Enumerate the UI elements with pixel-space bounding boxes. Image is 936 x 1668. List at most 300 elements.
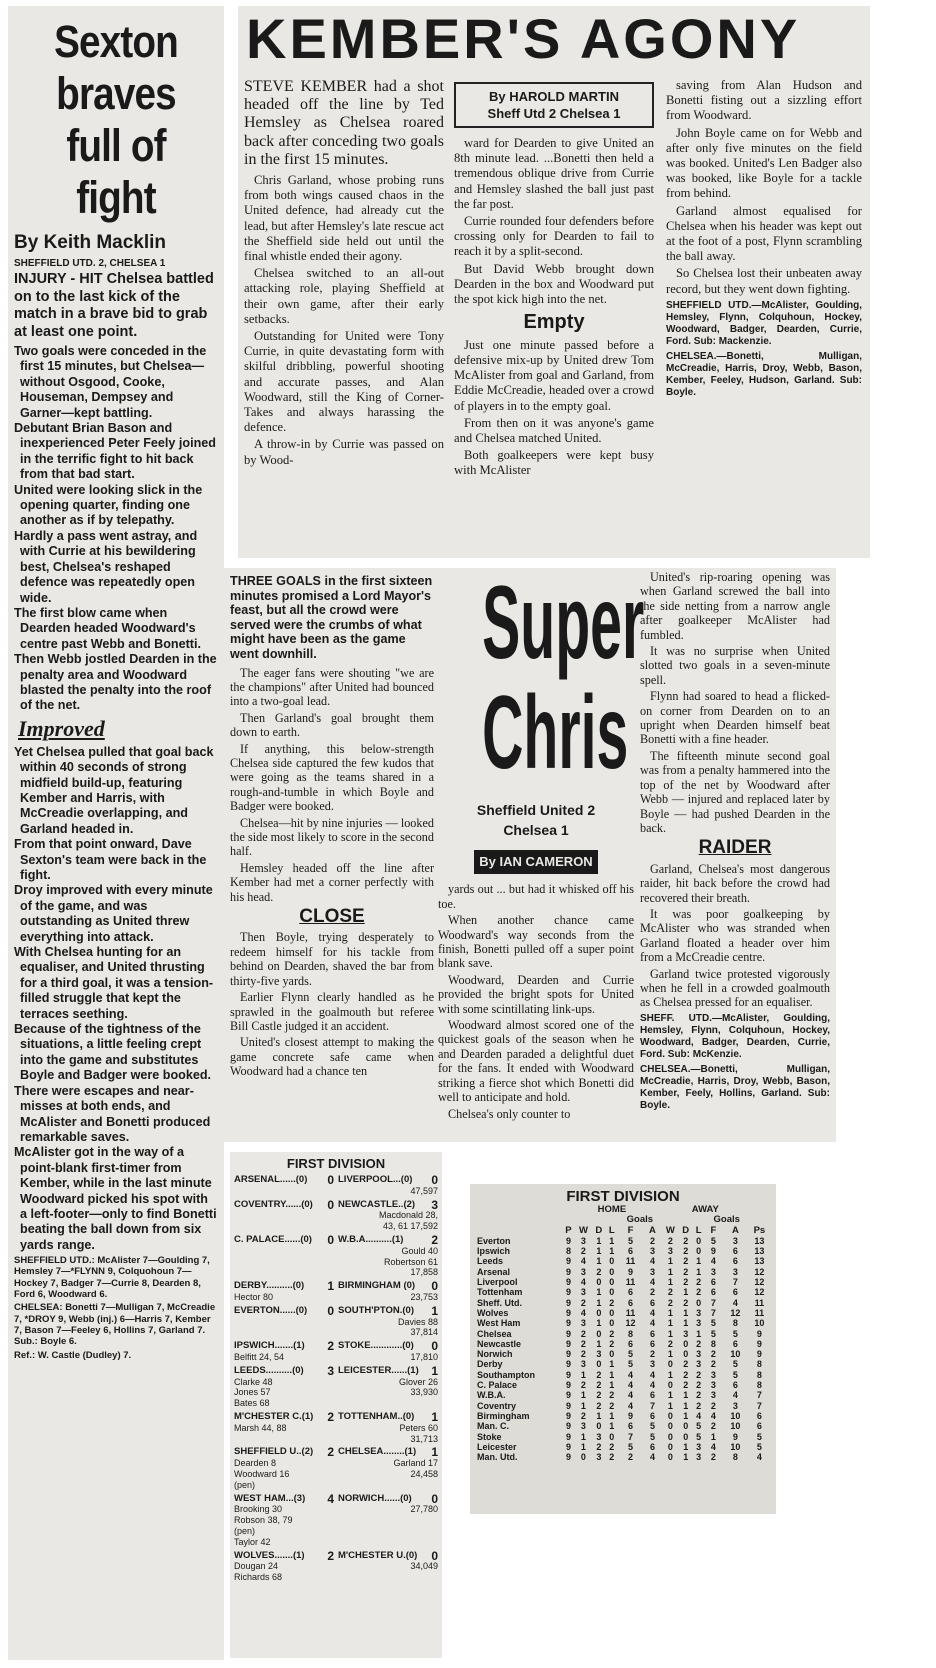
table-cell: 7 [756,1400,762,1411]
paragraph: If anything, this below-strength Chelsea side captured the few kudos that were going as the teams shared in a rough-and-tumble in which Boyle and Badger were booked. [230,741,434,814]
paragraph: The eager fans were shouting "we are the champions" after United had bounced into a two-goal lead. [230,665,434,709]
away-side [336,1409,438,1444]
away-goals: 0 [431,1173,438,1187]
table-cell: 4 [732,1297,738,1308]
home-team-name: WOLVES.......(1) [234,1549,305,1561]
table-cell: 1 [596,1256,602,1267]
match-result [234,1363,438,1409]
clipping-sexton-braves [8,6,224,1660]
away-side [336,1175,438,1197]
paragraph: Garland twice protested vigorously when he fell in a crowded goalmouth as Chelsea pressed for an equaliser. [640,966,830,1010]
table-cell: 6 [649,1390,655,1401]
table-row [476,1401,770,1411]
table-cell: 1 [580,1390,586,1401]
table-cell: 11 [625,1307,636,1318]
away-team-name: NEWCASTLE..(2) [338,1198,416,1210]
table-cell: 1 [683,1390,689,1401]
table-cell: 1 [683,1287,689,1298]
table-cell: 3 [696,1307,702,1318]
subheading-close: CLOSE [299,906,365,928]
paragraph: There were escapes and near-misses at both ends, and McAlister and Bonetti produced remarkable saves. [14,1083,211,1144]
table-cell: 4 [580,1277,586,1288]
table-cell: 4 [627,1380,633,1391]
home-team-name: IPSWICH.......(1) [234,1340,305,1352]
byline-box: By IAN CAMERON [474,850,598,874]
table-cell: 1 [667,1307,673,1318]
paragraph: It was poor goalkeeping by McAlister who was stranded when Garland floated a header over him from a McCreadie centre. [640,906,830,965]
away-scorer: Macdonald 28, [378,1210,438,1221]
paragraph: Flynn had soared to head a flicked-on corner from Dearden on to an upright when Dearden himself beat Bonetti with a fine header. [640,689,830,747]
table-cell: 7 [710,1297,716,1308]
team-line-sheffield: SHEFFIELD UTD.—McAlister, Goulding, Hemsley, Flynn, Colquhoun, Hockey, Woodward, Badger, Dearden, Currie, Ford. Sub: Mackenzie. [666,299,862,347]
table-cell: 4 [732,1390,738,1401]
team-name: Birmingham [477,1410,530,1421]
home-team [234,1232,334,1247]
paragraph: From that point onward, Dave Sexton's team were back in the fight. [14,837,207,882]
table-cell: 2 [649,1349,655,1360]
home-scorer: Taylor 42 [234,1536,271,1547]
subheading: Improved [18,715,105,741]
table-row [476,1421,770,1431]
table-row [476,1411,770,1421]
away-side [336,1281,438,1303]
column-1 [230,574,434,1081]
table-cell: 1 [580,1431,586,1442]
lead-paragraph: STEVE KEMBER had a shot headed off the line by Ted Hemsley as Chelsea roared back after conceding two goals in the first 15 minutes. [244,78,444,168]
table-cell: 6 [732,1256,738,1267]
away-goals: 1 [431,1409,438,1424]
table-cell: 8 [756,1369,762,1380]
home-side [234,1303,336,1338]
home-goals: 2 [327,1339,334,1354]
table-cell: 10 [730,1421,741,1432]
away-goals: 1 [431,1445,438,1460]
home-goals: 2 [327,1548,334,1563]
table-cell: 0 [696,1235,702,1246]
team-name: Wolves [477,1307,509,1318]
home-scorer: Hector 80 [234,1291,274,1302]
table-cell: 4 [649,1369,655,1380]
paragraph: Debutant Brian Bason and inexperienced Peter Feely joined in the terrific fight to hit back from that bad start. [14,421,216,482]
goals-label-away: Goals [713,1214,740,1226]
table-cell: 9 [565,1256,571,1267]
team-name: Norwich [477,1349,513,1360]
home-side [234,1548,336,1583]
table-cell: 5 [732,1369,738,1380]
away-team [338,1363,438,1378]
paragraph: Woodward almost scored one of the quickest goals of the season when he and Dearden paraded a delightful duet for the fans. It ended with Woodward striking a fierce shot which Bonetti did well to anticipate and hold. [438,1018,634,1105]
table-cell: 9 [565,1452,571,1463]
paragraph: United were looking slick in the opening quarter, finding one another as if by telepathy. [14,482,203,528]
table-cell: 6 [649,1297,655,1308]
dateline: SHEFFIELD UTD. 2, CHELSEA 1 [14,258,166,269]
table-cell: 2 [696,1338,702,1349]
table-cell: 4 [580,1307,586,1318]
table-title: FIRST DIVISION [566,1188,680,1205]
table-cell: 0 [596,1277,602,1288]
table-cell: 5 [756,1431,762,1442]
table-cell: 9 [565,1266,571,1277]
table-cell: 1 [683,1318,689,1329]
paragraph: Hemsley headed off the line after Kember had met a corner perfectly with his head. [230,860,434,904]
table-cell: 0 [596,1359,602,1370]
table-cell: 7 [710,1307,716,1318]
home-goals: 0 [327,1232,334,1247]
table-cell: 13 [754,1256,765,1267]
column-3 [666,78,862,402]
table-cell: 1 [667,1318,673,1329]
away-team-name: STOKE............(0) [338,1340,414,1352]
team-name: Everton [477,1235,511,1246]
table-cell: 3 [580,1266,586,1277]
table-cell: 2 [609,1390,615,1401]
table-cell: 6 [627,1338,633,1349]
table-cell: 9 [565,1307,571,1318]
column-2 [454,82,654,481]
table-cell: 9 [565,1369,571,1380]
table-cell: 7 [649,1400,655,1411]
paragraph: Chris Garland, whose probing runs from both wings caused chaos in the United defence, had already cut the lead, but after Hemsley's late rescue act the Sheffield side held out until the final whistle ended their agony. [244,173,444,264]
table-cell: 2 [683,1235,689,1246]
table-cell: 2 [580,1349,586,1360]
column-header: A [731,1224,739,1236]
team-line-chelsea: CHELSEA.—Bonetti, Mulligan, McCreadie, Harris, Droy, Webb, Bason, Kember, Feely, Hollins, Garland. Sub: Boyle. [640,1063,830,1111]
table-cell: 3 [696,1441,702,1452]
table-cell: 3 [696,1359,702,1370]
table-cell: 2 [627,1452,633,1463]
table-cell: 1 [696,1328,702,1339]
table-row [476,1246,770,1256]
headline: KEMBER'S AGONY [246,7,801,70]
home-side [234,1232,336,1278]
table-column-headers [476,1226,770,1236]
table-cell: 9 [565,1235,571,1246]
table-cell: 0 [609,1349,615,1360]
paragraph: yards out ... but had it whisked off his toe. [438,882,634,911]
table-cell: 7 [756,1390,762,1401]
table-cell: 0 [667,1421,673,1432]
table-cell: 2 [710,1359,716,1370]
table-cell: 3 [710,1390,716,1401]
away-scorer: 27,780 [410,1504,438,1515]
paragraph: saving from Alan Hudson and Bonetti fisting out a sizzling effort from Woodward. [666,78,862,123]
away-label: AWAY [691,1204,719,1215]
table-cell: 1 [667,1400,673,1411]
table-cell: 3 [683,1328,689,1339]
home-scorer: Belfitt 24, 54 [234,1351,285,1362]
home-side [234,1197,336,1232]
table-cell: 0 [609,1287,615,1298]
table-cell: 2 [580,1338,586,1349]
paragraph: Droy improved with every minute of the game, and was outstanding as United threw everything into attack. [14,883,213,944]
table-cell: 1 [596,1318,602,1329]
home-team [234,1363,334,1378]
table-cell: 2 [683,1359,689,1370]
home-goals: 2 [327,1445,334,1460]
table-cell: 6 [732,1380,738,1391]
table-cell: 9 [565,1380,571,1391]
table-cell: 6 [649,1410,655,1421]
table-cell: 2 [667,1338,673,1349]
away-side [336,1548,438,1583]
team-name: Coventry [477,1400,517,1411]
team-name: Southampton [477,1369,535,1380]
table-cell: 10 [754,1318,765,1329]
away-team [338,1491,438,1506]
column-1 [244,78,444,470]
home-scorer: Dougan 24 [234,1561,279,1572]
table-cell: 3 [649,1246,655,1257]
table-cell: 5 [732,1328,738,1339]
table-row [476,1390,770,1400]
table-cell: 6 [627,1246,633,1257]
table-cell: 8 [732,1452,738,1463]
table-cell: 2 [580,1246,586,1257]
home-scorer: (pen) [234,1479,256,1490]
table-cell: 2 [696,1380,702,1391]
table-row [476,1256,770,1266]
table-cell: 2 [696,1390,702,1401]
table-cell: 9 [565,1338,571,1349]
home-side [234,1281,336,1303]
home-team-name: SHEFFIELD U..(2) [234,1446,314,1458]
away-scorer: 33,930 [410,1387,438,1398]
table-cell: 6 [732,1246,738,1257]
column-header: W [578,1224,588,1236]
table-row [476,1318,770,1328]
away-goals: 3 [431,1197,438,1212]
table-cell: 0 [696,1246,702,1257]
home-side [234,1341,336,1363]
byline: By Keith Macklin [14,232,167,253]
table-cell: 6 [732,1287,738,1298]
home-side [234,1409,336,1444]
paragraph: Earlier Flynn clearly handled as he sprawled in the goalmouth but referee Bill Castle judged it an accident. [230,990,434,1033]
away-goals: 1 [431,1303,438,1318]
paragraph: Chelsea switched to an all-out attacking role, playing Sheffield at their own game, after their early setbacks. [244,266,444,326]
table-cell: 3 [667,1246,673,1257]
table-cell: 4 [649,1277,655,1288]
home-scorer: Dearden 8 [234,1458,277,1469]
table-cell: 3 [649,1359,655,1370]
table-cell: 1 [580,1441,586,1452]
match-result [234,1281,438,1303]
table-cell: 1 [667,1349,673,1360]
table-cell: 9 [565,1297,571,1308]
away-team-name: BIRMINGHAM (0) [338,1280,416,1292]
table-cell: 5 [710,1328,716,1339]
table-cell: 3 [596,1349,602,1360]
table-row [476,1359,770,1369]
table-cell: 2 [609,1338,615,1349]
table-cell: 1 [596,1297,602,1308]
table-cell: 1 [596,1246,602,1257]
table-cell: 6 [710,1287,716,1298]
table-cell: 11 [754,1307,765,1318]
away-team [338,1341,438,1352]
paragraph: United's rip-roaring opening was when Garland screwed the ball into the side netting from a narrow angle after goalkeeper McAlister had fumbled. [640,570,830,642]
table-cell: 13 [754,1235,765,1246]
table-cell: 11 [625,1256,636,1267]
table-cell: 9 [565,1277,571,1288]
table-row [476,1380,770,1390]
table-cell: 0 [683,1421,689,1432]
referee-line: Ref.: W. Castle (Dudley) 7. [14,1349,132,1361]
table-cell: 2 [696,1277,702,1288]
away-scorer: Davies 88 [397,1316,438,1327]
table-row [476,1349,770,1359]
table-cell: 9 [756,1328,762,1339]
paragraphs-b [14,745,218,1253]
table-cell: 9 [710,1246,716,1257]
table-cell: 5 [696,1421,702,1432]
home-team [234,1491,334,1506]
away-goals: 2 [431,1232,438,1247]
table-cell: 5 [732,1359,738,1370]
table-cell: 5 [756,1441,762,1452]
home-scorer: Brooking 30 [234,1504,283,1515]
away-side [336,1363,438,1409]
match-result [234,1409,438,1444]
home-goals: 0 [327,1197,334,1212]
column-header: F [710,1224,717,1236]
table-row [476,1298,770,1308]
table-cell: 9 [565,1287,571,1298]
table-cell: 1 [683,1441,689,1452]
table-cell: 9 [732,1431,738,1442]
byline-box: By HAROLD MARTIN Sheff Utd 2 Chelsea 1 [454,82,654,128]
table-cell: 9 [565,1390,571,1401]
table-row [476,1370,770,1380]
column-header: F [627,1224,634,1236]
paragraph: The first blow came when Dearden headed Woodward's centre past Webb and Bonetti. [14,605,201,651]
home-side [234,1363,336,1409]
table-cell: 0 [596,1328,602,1339]
team-name: Man. C. [477,1421,510,1432]
away-side [336,1341,438,1363]
team-line-chelsea: CHELSEA.—Bonetti, Mulligan, McCreadie, Harris, Droy, Webb, Bason, Kember, Feeley, Hudson, Garland. Sub: Boyle. [666,350,862,398]
column-2 [438,568,645,1123]
home-team [234,1341,334,1352]
away-scorer: 34,049 [410,1561,438,1572]
paragraph: Yet Chelsea pulled that goal back within 40 seconds of strong midfield build-up, featuring Kember and Harris, with McCreadie overlapping, and Garland headed in. [14,744,214,836]
table-cell: 2 [710,1452,716,1463]
away-side [336,1232,438,1278]
paragraph: Because of the tightness of the situations, a little feeling crept into the game and substitutes Boyle and Badger were booked. [14,1022,212,1083]
table-cell: 4 [710,1410,716,1421]
table-cell: 1 [667,1390,673,1401]
paragraph: The fifteenth minute second goal was from a penalty hammered into the top of the net by Woodward after Webb — injured and replaced later by Boyle — had pushed Dearden in the back. [640,748,830,835]
paragraph: Then Boyle, trying desperately to redeem himself for his tackle from behind on Dearden, shaved the bar from thirty-five yards. [230,930,434,988]
table-cell: 12 [754,1287,765,1298]
table-cell: 3 [580,1318,586,1329]
table-cell: 0 [683,1338,689,1349]
table-cell: 0 [667,1410,673,1421]
table-cell: 0 [667,1380,673,1391]
table-cell: 4 [649,1452,655,1463]
table-cell: 4 [649,1307,655,1318]
table-cell: 2 [683,1246,689,1257]
paragraph: From then on it was anyone's game and Chelsea matched United. [454,415,654,446]
table-cell: 7 [627,1431,633,1442]
team-name: Derby [477,1359,503,1370]
home-side [234,1175,336,1197]
table-cell: 9 [565,1421,571,1432]
table-cell: 0 [609,1318,615,1329]
home-team [234,1175,334,1186]
paragraph: It was no surprise when United slotted two goals in a seven-minute spell. [640,644,830,687]
table-row [476,1236,770,1246]
table-cell: 3 [732,1400,738,1411]
table-cell: 9 [565,1400,571,1411]
home-scorer: Bates 68 [234,1398,270,1409]
away-team [338,1232,438,1247]
table-cell: 0 [667,1441,673,1452]
table-cell: 2 [596,1441,602,1452]
away-goals: 0 [431,1339,438,1354]
table-cell: 0 [609,1277,615,1288]
table-cell: 2 [580,1380,586,1391]
table-cell: 3 [596,1431,602,1442]
away-team [338,1281,438,1292]
paragraph: Two goals were conceded in the first 15 minutes, but Chelsea—without Osgood, Cooke, Houseman, Dempsey and Garner—kept battling. [14,344,207,420]
table-cell: 1 [683,1307,689,1318]
away-scorer: 31,713 [410,1433,438,1444]
league-table-clipping [470,1184,776,1514]
table-cell: 6 [649,1338,655,1349]
table-cell: 3 [732,1235,738,1246]
score-line: Sheffield United 2 Chelsea 1 [476,802,596,838]
table-cell: 5 [627,1441,633,1452]
column-header: P [565,1224,572,1236]
away-team [338,1303,438,1318]
table-cell: 0 [609,1431,615,1442]
table-cell: 1 [609,1421,615,1432]
table-cell: 1 [596,1287,602,1298]
table-row [476,1287,770,1297]
paragraph: Currie rounded four defenders before crossing only for Dearden to fail to reach it by a split-second. [454,214,654,259]
table-cell: 6 [710,1277,716,1288]
team-name: Man. Utd. [477,1452,518,1463]
away-scorer: Glover 26 [398,1376,438,1387]
away-team [338,1197,438,1212]
table-cell: 1 [683,1410,689,1421]
match-result [234,1232,438,1278]
home-goals: 0 [327,1173,334,1187]
table-header-row-2 [476,1215,770,1225]
away-scorer: 47,597 [410,1185,438,1196]
away-scorer: Garland 17 [393,1458,438,1469]
table-cell: 2 [596,1400,602,1411]
away-goals: 0 [431,1279,438,1294]
table-cell: 5 [649,1431,655,1442]
home-scorer: Jones 57 [234,1387,271,1398]
table-cell: 0 [683,1349,689,1360]
table-cell: 2 [683,1266,689,1277]
table-cell: 8 [756,1380,762,1391]
home-goals: 4 [327,1491,334,1506]
table-cell: 9 [627,1266,633,1277]
table-cell: 2 [596,1380,602,1391]
away-team [338,1409,438,1424]
away-goals: 0 [431,1491,438,1506]
table-cell: 9 [565,1410,571,1421]
table-cell: 2 [596,1390,602,1401]
table-row [476,1339,770,1349]
table-cell: 9 [565,1349,571,1360]
column-3 [640,570,830,1115]
table-cell: 1 [710,1431,716,1442]
